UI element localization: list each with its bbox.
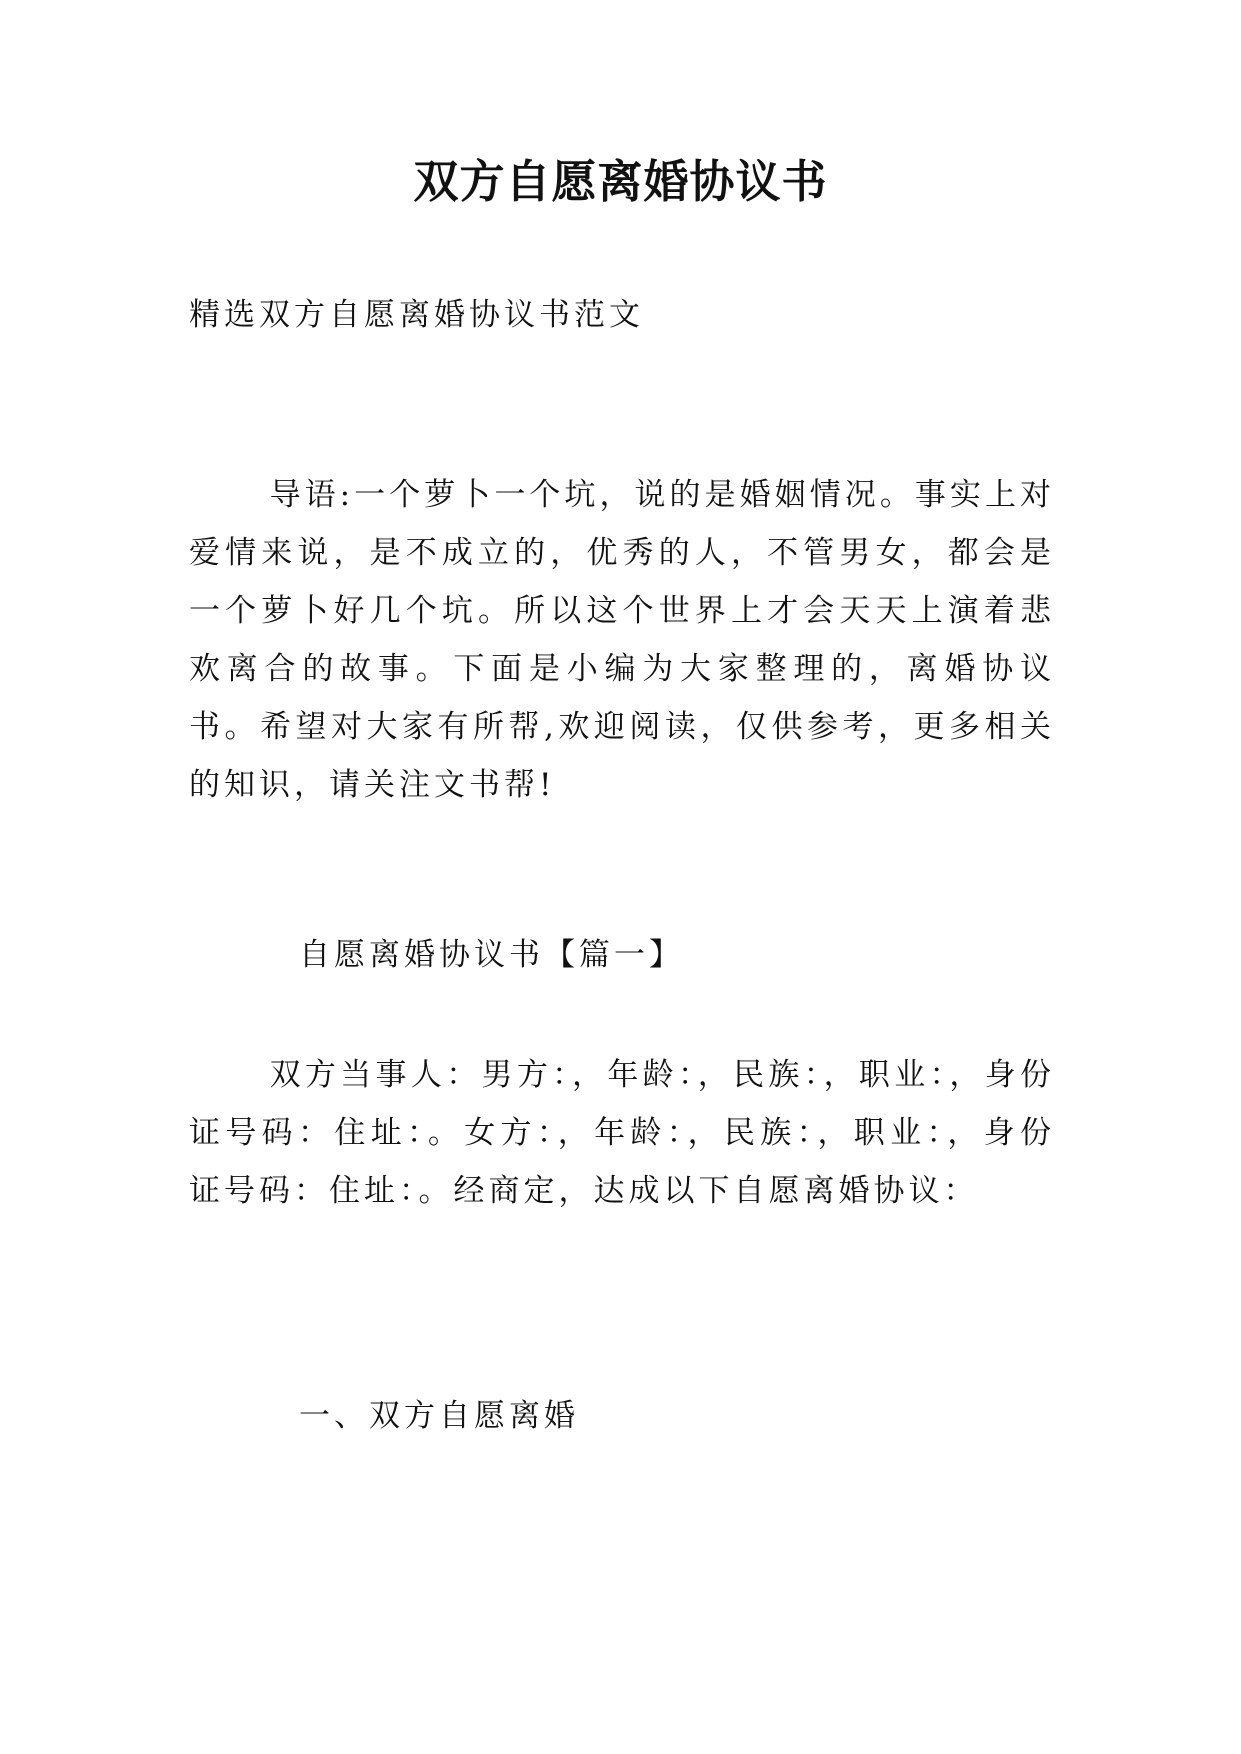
section-heading: 自愿离婚协议书【篇一】 xyxy=(299,937,684,973)
document-title: 双方自愿离婚协议书 xyxy=(413,155,828,208)
intro-paragraph: 导语:一个萝卜一个坑，说的是婚姻情况。事实上对爱情来说，是不成立的，优秀的人，不管男女，都会是一个萝卜好几个坑。所以这个世界上才会天天上演着悲欢离合的故事。下面是小编为大家整理的，离婚协议书。希望对大家有所帮,欢迎阅读，仅供参考，更多相关的知识，请关注文书帮! xyxy=(189,477,1055,803)
parties-paragraph: 双方当事人：男方：，年龄：，民族：，职业：，身份证号码：住址：。女方：，年龄：，民族：，职业：，身份证号码：住址：。经商定，达成以下自愿离婚协议： xyxy=(189,1057,1055,1209)
clause-heading: 一、双方自愿离婚 xyxy=(299,1398,579,1434)
document-subtitle: 精选双方自愿离婚协议书范文 xyxy=(189,297,644,333)
